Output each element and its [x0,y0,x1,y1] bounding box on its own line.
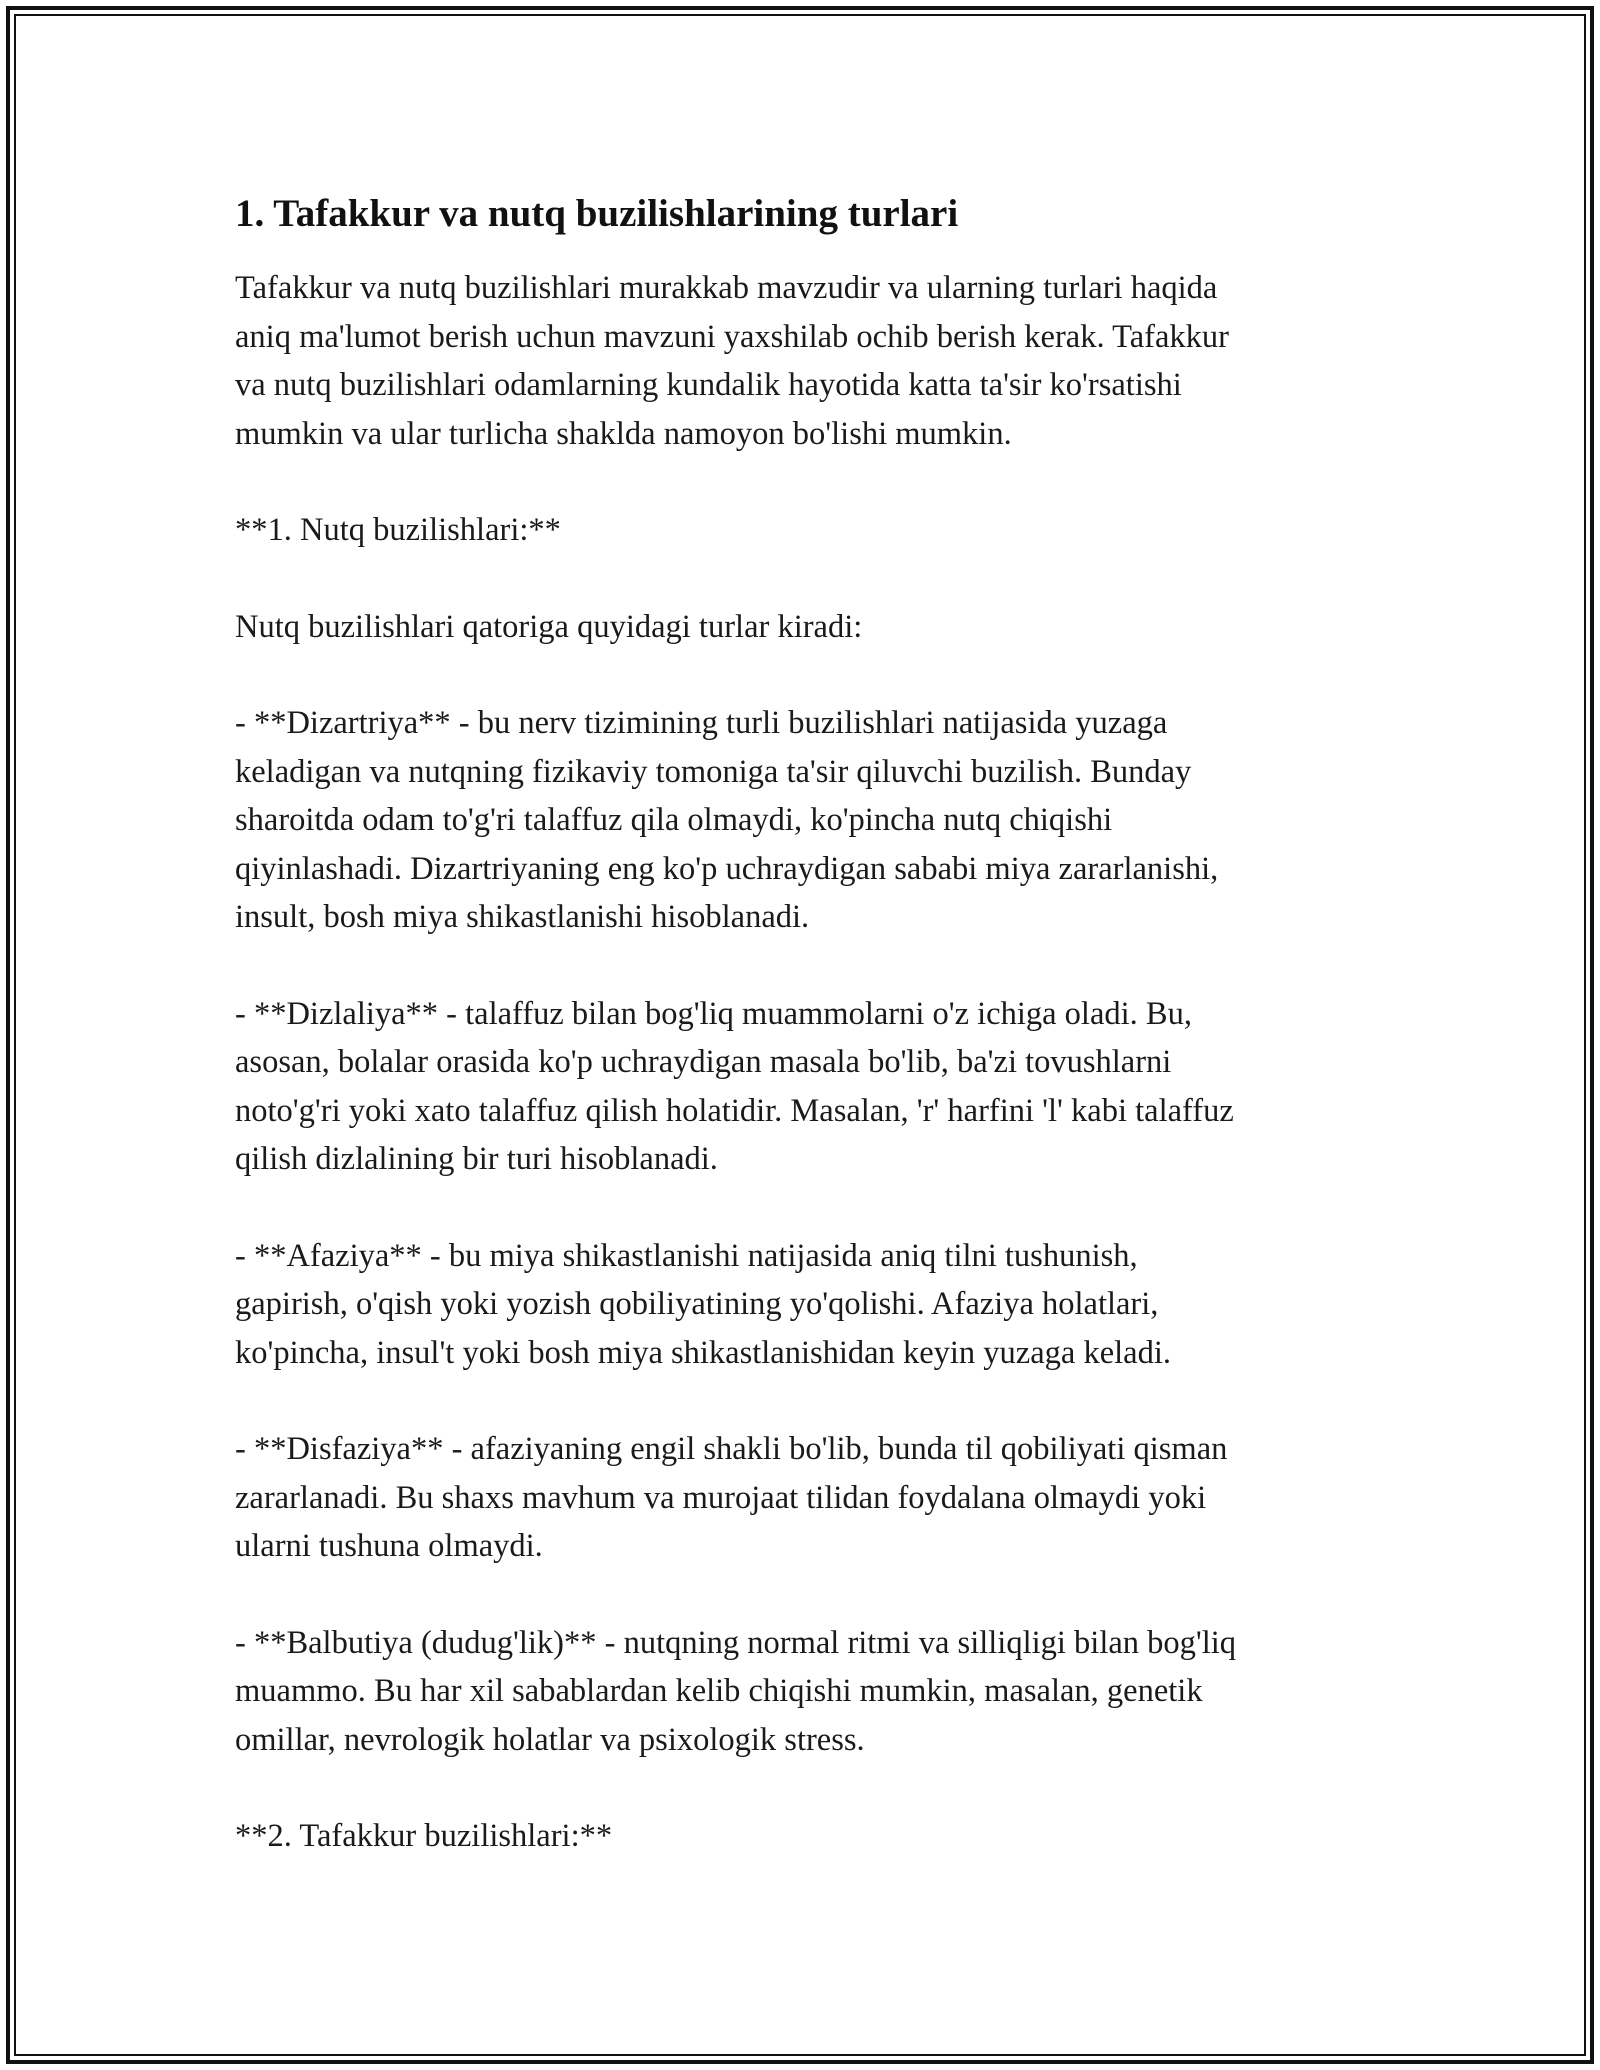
document-title: 1. Tafakkur va nutq buzilishlarining turlari [235,192,959,235]
section-heading-nutq: **1. Nutq buzilishlari:** [235,512,561,548]
intro-paragraph: Tafakkur va nutq buzilishlari murakkab mavzudir va ularning turlari haqida aniq ma'lumot berish uchun mavzuni yaxshilab ochib berish kerak. Tafakkur va nutq buzilishlari odamlarning kundalik hayotida katta ta'sir ko'rsatishi mumkin va ular turlicha shaklda namoyon bo'lishi mumkin. [235,270,1229,452]
section-heading-tafakkur: **2. Tafakkur buzilishlari:** [235,1818,613,1854]
list-item-afaziya: - **Afaziya** - bu miya shikastlanishi natijasida aniq tilni tushunish, gapirish, o'qish yoki yozish qobiliyatining yo'qolishi. Afaziya holatlari, ko'pincha, insul't yoki bosh miya shikastlanishidan keyin yuzaga keladi. [235,1237,1171,1371]
list-item-balbutiya: - **Balbutiya (dudug'lik)** - nutqning normal ritmi va silliqligi bilan bog'liq muammo. Bu har xil sabablardan kelib chiqishi mumkin, masalan, genetik omillar, nevrologik holatlar va psixologik stress. [235,1624,1237,1758]
list-item-dizlaliya: - **Dizlaliya** - talaffuz bilan bog'liq muammolarni o'z ichiga oladi. Bu, asosan, bolalar orasida ko'p uchraydigan masala bo'lib, ba'zi tovushlarni noto'g'ri yoki xato talaffuz qilish holatidir. Masalan, 'r' harfini 'l' kabi talaffuz qilish dizlalining bir turi hisoblanadi. [235,995,1234,1177]
list-item-disfaziya: - **Disfaziya** - afaziyaning engil shakli bo'lib, bunda til qobiliyati qisman zararlanadi. Bu shaxs mavhum va murojaat tilidan foydalana olmaydi yoki ularni tushuna olmaydi. [235,1431,1228,1564]
document-body [235,188,1375,1861]
nutq-intro-paragraph: Nutq buzilishlari qatoriga quyidagi turlar kiradi: [235,608,863,645]
list-item-dizartriya: - **Dizartriya** - bu nerv tizimining turli buzilishlari natijasida yuzaga keladigan va nutqning fizikaviy tomoniga ta'sir qiluvchi buzilish. Bunday sharoitda odam to'g'ri talaffuz qila olmaydi, ko'pincha nutq chiqishi qiyinlashadi. Dizartriyaning eng ko'p uchraydigan sababi miya zararlanishi, insult, bosh miya shikastlanishi hisoblanadi. [235,705,1219,935]
